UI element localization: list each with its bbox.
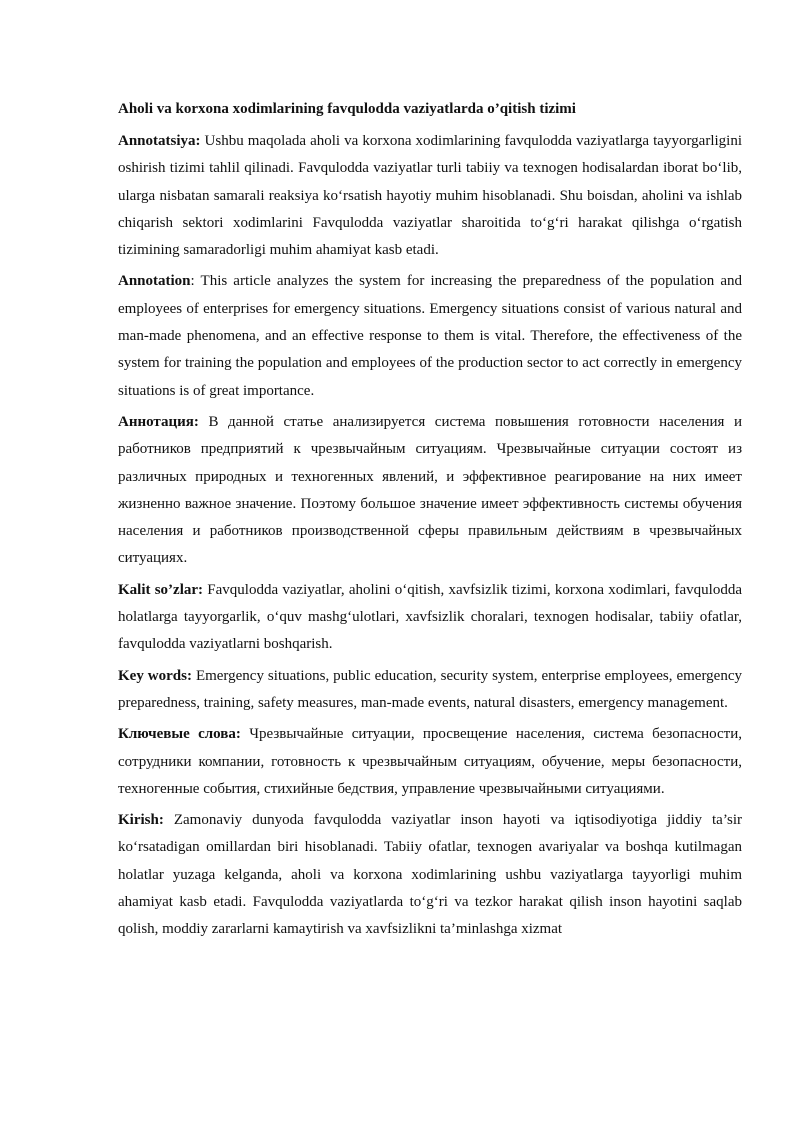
keywords-english <box>118 663 742 718</box>
abstract-uzbek <box>118 128 742 264</box>
abstract-uzbek-text: Ushbu maqolada aholi va korxona xodimlarining favqulodda vaziyatlarga tayyorgarligini oshirish tizimi tahlil qilinadi. Favqulodda vaziyatlar turli tabiiy va texnogen hodisalardan iborat bo‘lib, ularga nisbatan samarali reaksiya ko‘rsatish hayotiy muhim hisoblanadi. Shu boisdan, aholini va ishlab chiqarish sektori xodimlarini Favqulodda vaziyatlar sharoitida to‘g‘ri harakat qilishga o‘rgatish tizimining samaradorligi muhim ahamiyat kasb etadi. <box>118 133 742 259</box>
introduction-text: Zamonaviy dunyoda favqulodda vaziyatlar inson hayoti va iqtisodiyotiga jiddiy ta’sir ko‘rsatadigan omillardan biri hisoblanadi. Tabiiy ofatlar, texnogen avariyalar va boshqa kutilmagan holatlar yuzaga kelganda, aholi va korxona xodimlarining ushbu vaziyatlarga tayyorligi muhim ahamiyat kasb etadi. Favqulodda vaziyatlarda to‘g‘ri va tezkor harakat qilish inson hayotini saqlab qolish, moddiy zararlarni kamaytirish va xavfsizlikni ta’minlashga xizmat <box>118 812 742 938</box>
abstract-russian <box>118 409 742 573</box>
abstract-russian-heading: Аннотация: <box>118 413 199 430</box>
keywords-russian <box>118 721 742 803</box>
abstract-english <box>118 268 742 404</box>
keywords-russian-text: Чрезвычайные ситуации, просвещение населения, система безопасности, сотрудники компании, готовность к чрезвычайным ситуациям, обучение, меры безопасности, техногенные события, стихийные бедствия, управление чрезвычайными ситуациями. <box>118 726 742 797</box>
keywords-russian-heading: Ключевые слова: <box>118 726 241 743</box>
keywords-uzbek-text: Favqulodda vaziyatlar, aholini o‘qitish, xavfsizlik tizimi, korxona xodimlari, favqulodda holatlarga tayyorgarlik, o‘quv mashg‘ulotlari, xavfsizlik choralari, texnogen hodisalar, tabiiy ofatlar, favqulodda vaziyatlarni boshqarish. <box>118 581 743 653</box>
introduction-heading: Kirish: <box>118 812 164 829</box>
keywords-uzbek-heading: Kalit so’zlar: <box>118 581 204 598</box>
introduction <box>118 807 742 943</box>
abstract-russian-text: В данной статье анализируется система повышения готовности населения и работников предприятий к чрезвычайным ситуациям. Чрезвычайные ситуации состоят из различных природных и техногенных явлений, и эффективное реагирование на них имеет жизненно важное значение. Поэтому большое значение имеет эффективность системы обучения населения и работников производственной сферы правильным действиям в чрезвычайных ситуациях. <box>118 413 742 567</box>
keywords-uzbek <box>118 577 742 659</box>
keywords-english-heading: Key words: <box>118 667 192 684</box>
article-title: Aholi va korxona xodimlarining favqulodda vaziyatlarda o’qitish tizimi <box>118 101 576 117</box>
abstract-english-heading: Annotation <box>118 273 191 290</box>
abstract-uzbek-heading: Annotatsiya: <box>118 133 201 149</box>
document-page <box>118 98 742 948</box>
abstract-english-text: : This article analyzes the system for increasing the preparedness of the population and employees of enterprises for emergency situations. Emergency situations consist of various natural and man-made phenomena, and an effective response to them is vital. Therefore, the effectiveness of the system for training the population and employees of the production sector to act correctly in emergency situations is of great importance. <box>118 273 742 399</box>
keywords-english-text: Emergency situations, public education, security system, enterprise employees, emergency preparedness, training, safety measures, man-made events, natural disasters, emergency management. <box>118 667 742 711</box>
